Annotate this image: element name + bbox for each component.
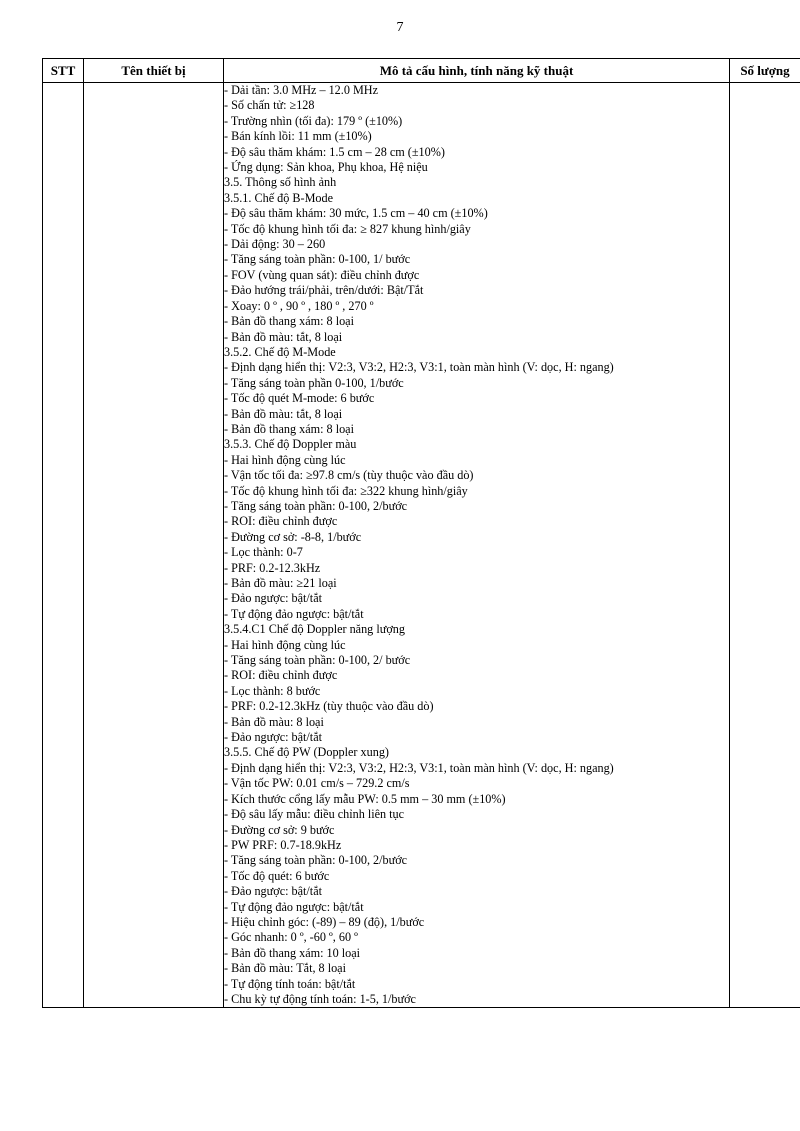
description-line: 3.5.3. Chế độ Doppler màu	[224, 437, 357, 452]
description-line: 3.5.1. Chế độ B-Mode	[224, 190, 334, 205]
description-line: - Dải động: 30 – 260	[224, 237, 326, 252]
description-line: - Bản đồ màu: 8 loại	[224, 714, 324, 729]
description-line: - Kích thước cổng lấy mẫu PW: 0.5 mm – 30 mm (±10%)	[224, 791, 506, 806]
header-quantity: Số lượng	[730, 59, 800, 83]
device-name-cell	[84, 83, 224, 1008]
description-line: - ROI: điều chỉnh được	[224, 514, 338, 529]
description-line: - Độ sâu lấy mẫu: điều chỉnh liên tục	[224, 807, 405, 822]
description-line: - Lọc thành: 0-7	[224, 545, 303, 560]
description-line: - Bản đồ thang xám: 8 loại	[224, 421, 354, 436]
description-line: - ROI: điều chỉnh được	[224, 668, 338, 683]
page-number: 7	[396, 20, 404, 35]
description-line: - Hai hình động cùng lúc	[224, 452, 346, 467]
description-line: - Tăng sáng toàn phần: 0-100, 1/ bước	[224, 252, 411, 267]
quantity-cell	[730, 83, 800, 1008]
description-line: - Trường nhìn (tối đa): 179 º (±10%)	[224, 113, 403, 128]
description-line: - Đảo ngược: bật/tắt	[224, 884, 322, 899]
description-line: - Chu kỳ tự động tính toán: 1-5, 1/bước	[224, 991, 416, 1006]
description-line: - Tăng sáng toàn phần: 0-100, 2/ bước	[224, 653, 411, 668]
description-line: - Hiệu chỉnh góc: (-89) – 89 (độ), 1/bước	[224, 914, 425, 929]
description-line: - PW PRF: 0.7-18.9kHz	[224, 837, 342, 852]
description-line: - Góc nhanh: 0 º, -60 º, 60 º	[224, 930, 358, 945]
header-device-name: Tên thiết bị	[84, 59, 224, 83]
description-line: - Xoay: 0 º , 90 º , 180 º , 270 º	[224, 298, 374, 313]
description-line: - Vận tốc tối đa: ≥97.8 cm/s (tùy thuộc vào đầu dò)	[224, 468, 474, 483]
table-header-row	[43, 59, 800, 83]
description-line: - Tốc độ quét: 6 bước	[224, 868, 330, 883]
description-line: - Tốc độ quét M-mode: 6 bước	[224, 391, 375, 406]
header-stt: STT	[43, 59, 84, 83]
description-line: - Bản đồ màu: ≥21 loại	[224, 576, 337, 590]
description-cell	[224, 83, 730, 1008]
description-line: - Định dạng hiển thị: V2:3, V3:2, H2:3, V3:1, toàn màn hình (V: dọc, H: ngang)	[224, 760, 614, 775]
specification-table	[42, 58, 800, 1008]
description-line: - Tốc độ khung hình tối đa: ≥ 827 khung hình/giây	[224, 221, 471, 236]
description-line: - Bán kính lồi: 11 mm (±10%)	[224, 129, 372, 144]
description-line: - Tăng sáng toàn phần 0-100, 1/bước	[224, 375, 404, 390]
stt-cell	[43, 83, 84, 1008]
description-line: - Định dạng hiển thị: V2:3, V3:2, H2:3, V3:1, toàn màn hình (V: dọc, H: ngang)	[224, 360, 614, 375]
description-line: - Độ sâu thăm khám: 1.5 cm – 28 cm (±10%)	[224, 144, 445, 159]
header-description: Mô tả cấu hình, tính năng kỹ thuật	[224, 59, 730, 83]
description-line: - Bản đồ thang xám: 8 loại	[224, 314, 354, 329]
description-line: - Bản đồ màu: tắt, 8 loại	[224, 406, 343, 421]
description-line: - Tốc độ khung hình tối đa: ≥322 khung hình/giây	[224, 483, 468, 498]
description-line: 3.5.2. Chế độ M-Mode	[224, 344, 336, 359]
description-lines	[224, 83, 729, 1007]
description-line: - Bản đồ màu: Tắt, 8 loại	[224, 961, 346, 976]
description-line: - Tự động tính toán: bật/tắt	[224, 976, 356, 991]
description-line: 3.5.4.C1 Chế độ Doppler năng lượng	[224, 622, 405, 637]
description-line: 3.5.5. Chế độ PW (Doppler xung)	[224, 745, 389, 760]
description-line: - Vận tốc PW: 0.01 cm/s – 729.2 cm/s	[224, 776, 410, 791]
description-line: - Bản đồ thang xám: 10 loại	[224, 945, 361, 960]
description-line: - FOV (vùng quan sát): điều chỉnh được	[224, 267, 420, 282]
description-line: - Đảo hướng trái/phải, trên/dưới: Bật/Tắt	[224, 283, 424, 298]
description-line: - Hai hình động cùng lúc	[224, 637, 346, 652]
description-line: - PRF: 0.2-12.3kHz (tùy thuộc vào đầu dò)	[224, 699, 434, 714]
description-line: - Tăng sáng toàn phần: 0-100, 2/bước	[224, 853, 408, 868]
description-line: - Đường cơ sở: -8-8, 1/bước	[224, 529, 362, 544]
description-line: - Dải tần: 3.0 MHz – 12.0 MHz	[224, 83, 379, 97]
description-line: - Tự động đảo ngược: bật/tắt	[224, 899, 364, 914]
description-line: - Bản đồ màu: tắt, 8 loại	[224, 329, 343, 344]
description-line: - Tự động đảo ngược: bật/tắt	[224, 606, 364, 621]
description-line: - Lọc thành: 8 bước	[224, 683, 321, 698]
description-line: - Số chấn tử: ≥128	[224, 98, 315, 113]
description-line: - Đảo ngược: bật/tắt	[224, 730, 322, 745]
description-line: - Độ sâu thăm khám: 30 mức, 1.5 cm – 40 cm (±10%)	[224, 206, 488, 221]
table-row	[43, 83, 800, 1008]
description-line: - PRF: 0.2-12.3kHz	[224, 560, 321, 575]
description-line: - Tăng sáng toàn phần: 0-100, 2/bước	[224, 498, 408, 513]
description-line: 3.5. Thông số hình ảnh	[224, 175, 337, 190]
description-line: - Đường cơ sở: 9 bước	[224, 822, 335, 837]
description-line: - Đảo ngược: bật/tắt	[224, 591, 322, 606]
description-line: - Ứng dụng: Sản khoa, Phụ khoa, Hệ niệu	[224, 160, 428, 175]
